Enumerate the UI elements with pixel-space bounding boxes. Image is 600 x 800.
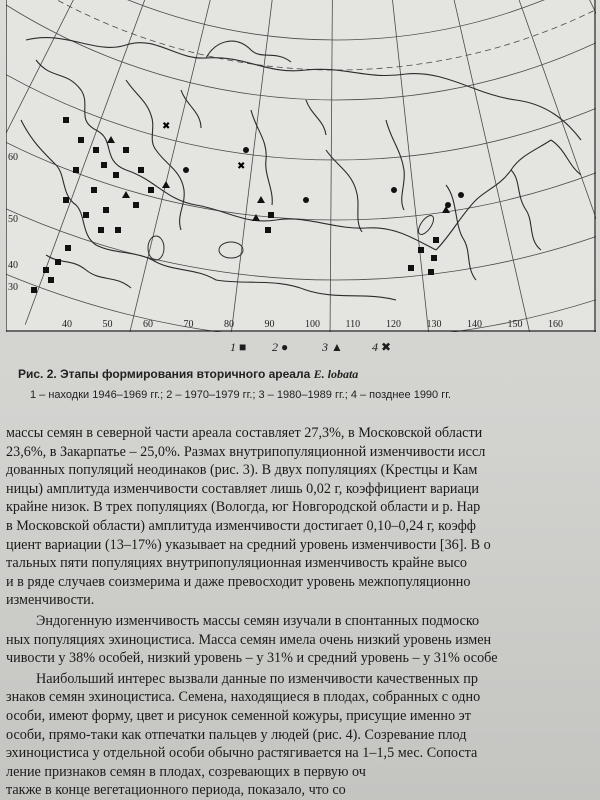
longitude-label: 150 <box>507 319 523 330</box>
caption-species: E. lobata <box>313 367 359 381</box>
longitude-label: 130 <box>426 319 442 330</box>
text-line: особи, прямо-таки как отпечатки пальцев у людей (рис. 4). Созревание плод <box>6 726 467 743</box>
legend-num-3: 3 <box>322 340 328 354</box>
map-svg <box>6 0 596 332</box>
text-line: тальных пяти популяциях внутрипопуляционная изменчивость крайне высо <box>6 555 467 572</box>
legend-num-2: 2 <box>272 340 278 354</box>
circle-icon: ● <box>281 340 289 354</box>
latitude-label: 30 <box>8 282 18 293</box>
legend-item-4 <box>372 340 391 355</box>
longitude-label: 40 <box>62 319 72 330</box>
text-line: крайне низок. В трех популяциях (Вологда, юг Новгородской области и р. Нар <box>6 499 481 516</box>
text-line: и в ряде случаев соизмерима и даже превосходит уровень межпопуляционно <box>6 573 471 590</box>
map-legend <box>0 340 600 360</box>
text-line: также в конце вегетационного периода, показало, что со <box>6 782 346 799</box>
text-line: 23,6%, в Закарпатье – 25,0%. Размах внутрипопуляционной изменчивости иссл <box>6 443 486 460</box>
text-line: чивости у 38% особей, низкий уровень – у 31% и средний уровень – у 31% особе <box>6 650 498 667</box>
text-line: эхиноцистиса у отдельной особи обычно растягивается на 1–1,5 мес. Сопоста <box>6 745 478 762</box>
longitude-label: 140 <box>467 319 482 330</box>
text-line: массы семян в северной части ареала составляет 27,3%, в Московской области <box>6 425 483 441</box>
text-line: ление признаков семян в плодах, созревающих в первую оч <box>6 763 366 780</box>
legend-num-4: 4 <box>372 340 378 354</box>
legend-item-2 <box>272 340 288 355</box>
text-line: в Московской области) амплитуда изменчивости достигает 0,10–0,24 г, коэфф <box>6 517 476 534</box>
longitude-label: 100 <box>305 319 320 330</box>
legend-num-1: 1 <box>230 340 236 354</box>
triangle-icon: ▲ <box>331 340 343 354</box>
longitude-label: 70 <box>183 319 194 330</box>
latitude-label: 40 <box>8 260 18 271</box>
text-line: Эндогенную изменчивость массы семян изучали в спонтанных подмоско <box>36 612 480 629</box>
figure-caption-legend: 1 – находки 1946–1969 гг.; 2 – 1970–1979 гг.; 3 – 1980–1989 гг.; 4 – позднее 1990 гг. <box>30 389 451 401</box>
text-line: ницы) амплитуда изменчивости составляет лишь 0,02 г, коэффициент вариаци <box>6 480 479 497</box>
longitude-label: 60 <box>143 319 153 330</box>
svg-text:✖: ✖ <box>162 121 171 132</box>
longitude-label: 90 <box>264 319 275 330</box>
legend-item-1 <box>230 340 246 355</box>
body-text <box>6 424 600 800</box>
text-line: ных популяциях эхиноцистиса. Масса семян имела очень низкий уровень измен <box>6 631 492 648</box>
latitude-label: 60 <box>8 152 18 163</box>
text-line: изменчивости. <box>6 592 95 609</box>
text-line: дованных популяций неодинаков (рис. 3). В двух популяциях (Крестцы и Кам <box>6 462 478 479</box>
longitude-label: 80 <box>224 319 234 330</box>
distribution-map <box>6 0 596 332</box>
svg-text:✖: ✖ <box>237 161 246 172</box>
longitude-label: 110 <box>345 319 361 330</box>
longitude-label: 50 <box>102 319 113 330</box>
caption-title: Рис. 2. Этапы формирования вторичного ареала <box>18 367 311 381</box>
square-icon: ■ <box>239 340 247 354</box>
cross-icon: ✖ <box>381 340 392 354</box>
longitude-label: 120 <box>386 319 401 330</box>
text-line: знаков семян эхиноцистиса. Семена, находящиеся в плодах, собранных с одно <box>6 689 481 706</box>
text-line: особи, имеют форму, цвет и рисунок семенной кожуры, присущие именно эт <box>6 707 471 724</box>
text-line: Наибольший интерес вызвали данные по изменчивости качественных пр <box>36 670 478 687</box>
legend-item-3 <box>322 340 343 355</box>
figure-caption <box>18 367 588 382</box>
text-line: циент вариации (13–17%) указывает на средний уровень изменчивости [36]. В о <box>6 536 491 553</box>
latitude-label: 50 <box>8 214 18 225</box>
longitude-label: 160 <box>548 319 563 330</box>
